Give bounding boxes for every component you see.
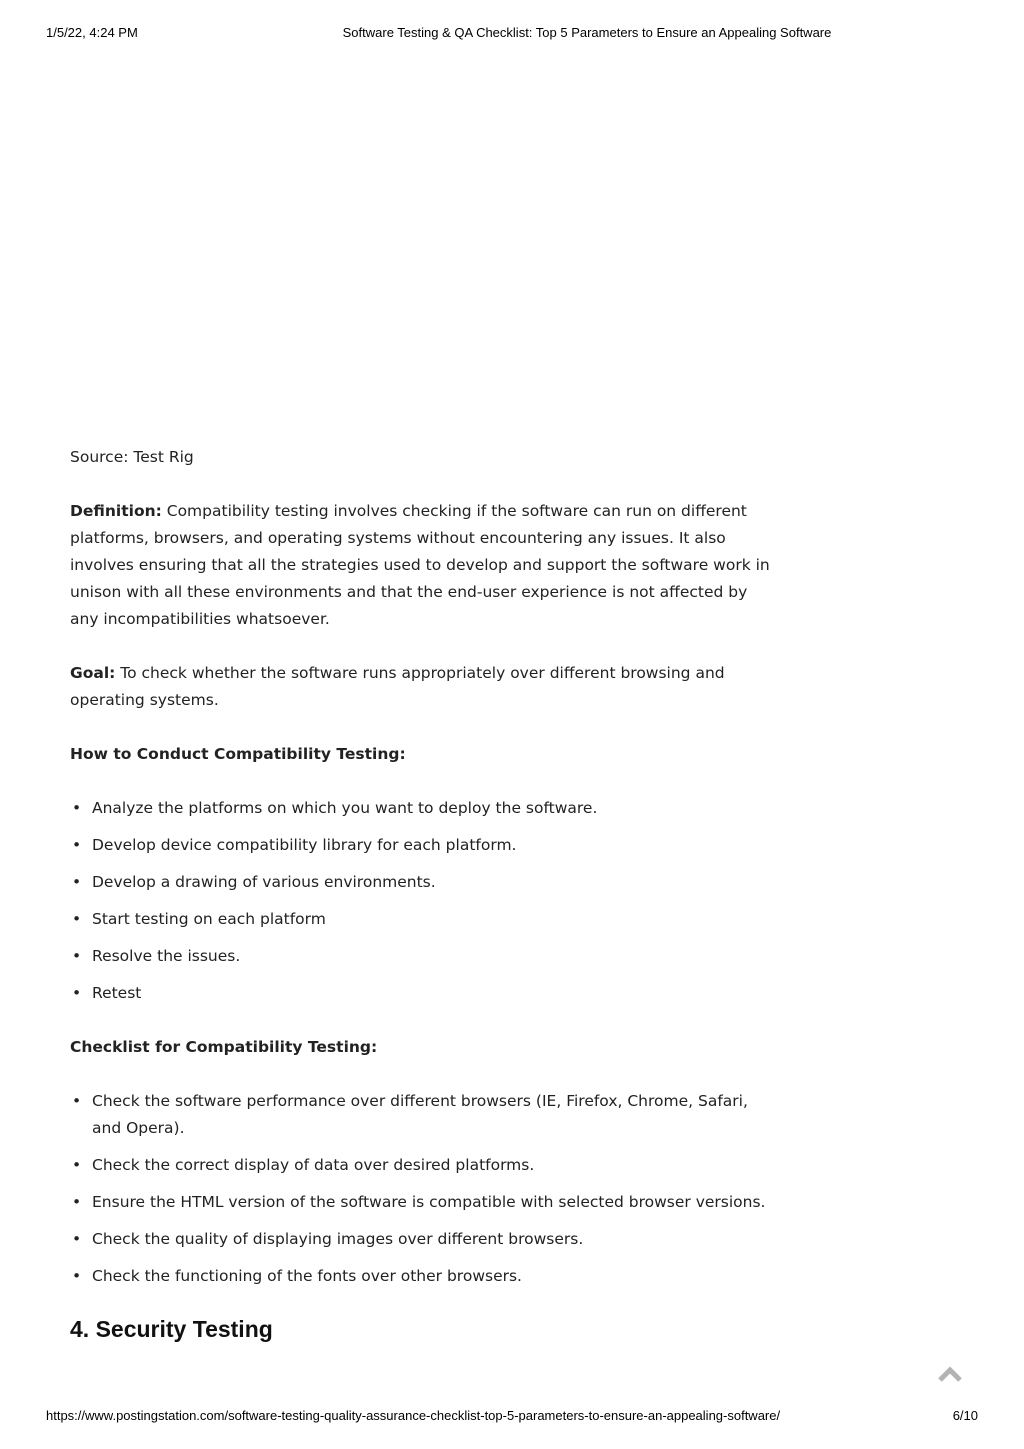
print-date: 1/5/22, 4:24 PM	[46, 25, 138, 40]
scroll-to-top-button[interactable]	[936, 1362, 964, 1386]
print-url: https://www.postingstation.com/software-testing-quality-assurance-checklist-top-5-parameters-to-ensure-an-appealing-software/	[46, 1408, 781, 1423]
goal-paragraph	[70, 660, 775, 714]
article-body	[70, 444, 775, 1317]
article-image-blank	[70, 60, 770, 430]
print-title: Software Testing & QA Checklist: Top 5 Parameters to Ensure an Appealing Software	[342, 25, 832, 40]
list-item: • Develop device compatibility library for each platform.	[92, 832, 775, 859]
definition-paragraph	[70, 498, 775, 633]
list-item: • Check the functioning of the fonts over other browsers.	[92, 1263, 775, 1290]
page-number: 6/10	[952, 1408, 978, 1423]
list-item: • Check the correct display of data over desired platforms.	[92, 1152, 775, 1179]
checklist-heading: Checklist for Compatibility Testing:	[70, 1038, 378, 1056]
definition-text: Compatibility testing involves checking if the software can run on different platforms, browsers, and operating systems without encountering any issues. It also involves ensuring that all the strategies used to develop and support the software work in unison with all these environments and that the end-user experience is not affected by any incompatibilities whatsoever.	[70, 502, 770, 628]
how-to-list	[70, 795, 775, 1007]
goal-text: To check whether the software runs appropriately over different browsing and operating systems.	[70, 664, 725, 709]
how-to-heading: How to Conduct Compatibility Testing:	[70, 745, 406, 763]
list-item: • Check the quality of displaying images over different browsers.	[92, 1226, 775, 1253]
list-item: • Check the software performance over different browsers (IE, Firefox, Chrome, Safari, and Opera).	[92, 1088, 775, 1142]
list-item: • Start testing on each platform	[92, 906, 775, 933]
list-item: • Retest	[92, 980, 775, 1007]
image-source: Source: Test Rig	[70, 448, 194, 466]
list-item: • Analyze the platforms on which you want to deploy the software.	[92, 795, 775, 822]
chevron-up-icon	[936, 1362, 964, 1386]
section-heading-security-testing: 4. Security Testing	[70, 1316, 273, 1342]
checklist-list	[70, 1088, 775, 1290]
list-item: • Develop a drawing of various environments.	[92, 869, 775, 896]
list-item: • Resolve the issues.	[92, 943, 775, 970]
goal-label: Goal:	[70, 664, 116, 682]
definition-label: Definition:	[70, 502, 162, 520]
list-item: • Ensure the HTML version of the software is compatible with selected browser versions.	[92, 1189, 775, 1216]
